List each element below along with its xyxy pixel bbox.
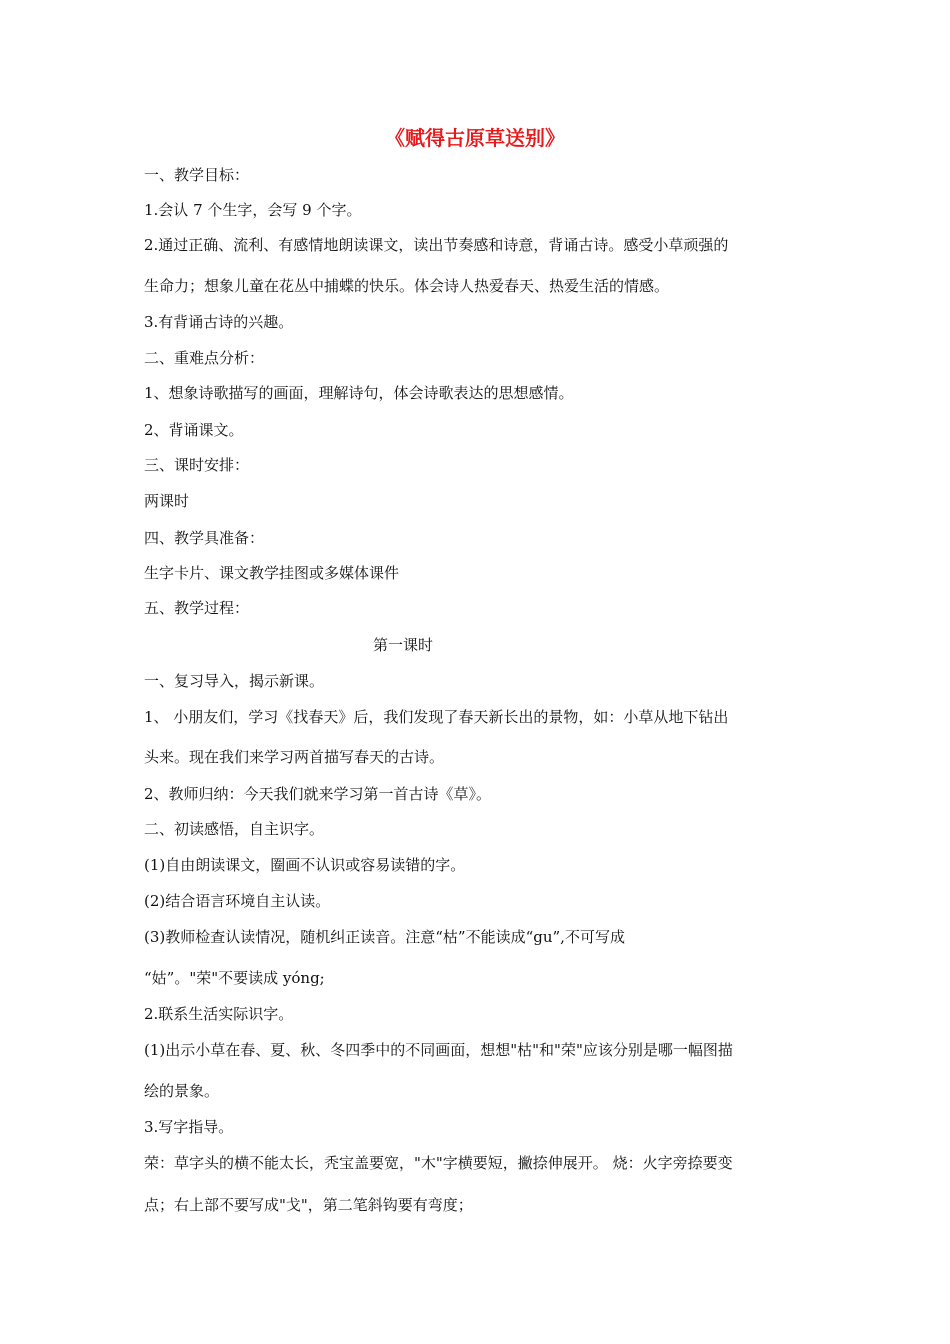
lesson-subheading: 第一课时 xyxy=(372,636,433,654)
paragraph-line: 荣：草字头的横不能太长，秃宝盖要宽，"木"字横要短，撇捺伸展开。 烧：火字旁捺要变 xyxy=(144,1154,733,1172)
paragraph-line: 1、想象诗歌描写的画面，理解诗句，体会诗歌表达的思想感情。 xyxy=(144,384,574,402)
paragraph-line: 1.会认 7 个生字，会写 9 个字。 xyxy=(144,201,362,219)
section-heading: 四、教学具准备： xyxy=(144,529,265,547)
paragraph-line: 2、背诵课文。 xyxy=(144,421,244,439)
paragraph-line: 绘的景象。 xyxy=(144,1082,220,1100)
paragraph-line: “姑”。"荣"不要读成 yóng; xyxy=(144,969,325,987)
document-title: 《赋得古原草送别》 xyxy=(385,126,565,150)
paragraph-line: (3)教师检查认读情况，随机纠正读音。注意“枯”不能读成“gu”,不可写成 xyxy=(144,928,625,946)
section-heading: 三、课时安排： xyxy=(144,456,250,474)
paragraph-line: 2.联系生活实际识字。 xyxy=(144,1005,294,1023)
section-heading: 五、教学过程： xyxy=(144,599,250,617)
paragraph-line: (1)自由朗读课文，圈画不认识或容易读错的字。 xyxy=(144,856,466,874)
paragraph-line: (1)出示小草在春、夏、秋、冬四季中的不同画面，想想"枯"和"荣"应该分别是哪一幅图描 xyxy=(144,1041,733,1059)
paragraph-line: 3.写字指导。 xyxy=(144,1118,234,1136)
paragraph-line: 2、教师归纳：今天我们就来学习第一首古诗《草》。 xyxy=(144,785,492,803)
paragraph-line: 生字卡片、课文教学挂图或多媒体课件 xyxy=(144,564,400,582)
paragraph-line: 头来。现在我们来学习两首描写春天的古诗。 xyxy=(144,748,445,766)
section-heading: 一、复习导入，揭示新课。 xyxy=(144,672,325,690)
section-heading: 二、重难点分析： xyxy=(144,349,265,367)
section-heading: 一、教学目标： xyxy=(144,166,250,184)
paragraph-line: 点；右上部不要写成"戈"，第二笔斜钩要有弯度； xyxy=(144,1196,473,1214)
paragraph-line: 3.有背诵古诗的兴趣。 xyxy=(144,313,294,331)
paragraph-line: 两课时 xyxy=(144,492,190,510)
paragraph-line: 1、 小朋友们，学习《找春天》后，我们发现了春天新长出的景物，如：小草从地下钻出 xyxy=(144,708,729,726)
paragraph-line: (2)结合语言环境自主认读。 xyxy=(144,892,331,910)
paragraph-line: 2.通过正确、流利、有感情地朗读课文，读出节奏感和诗意，背诵古诗。感受小草顽强的 xyxy=(144,236,729,254)
section-heading: 二、初读感悟，自主识字。 xyxy=(144,820,325,838)
paragraph-line: 生命力；想象儿童在花丛中捕蝶的快乐。体会诗人热爱春天、热爱生活的情感。 xyxy=(144,277,670,295)
